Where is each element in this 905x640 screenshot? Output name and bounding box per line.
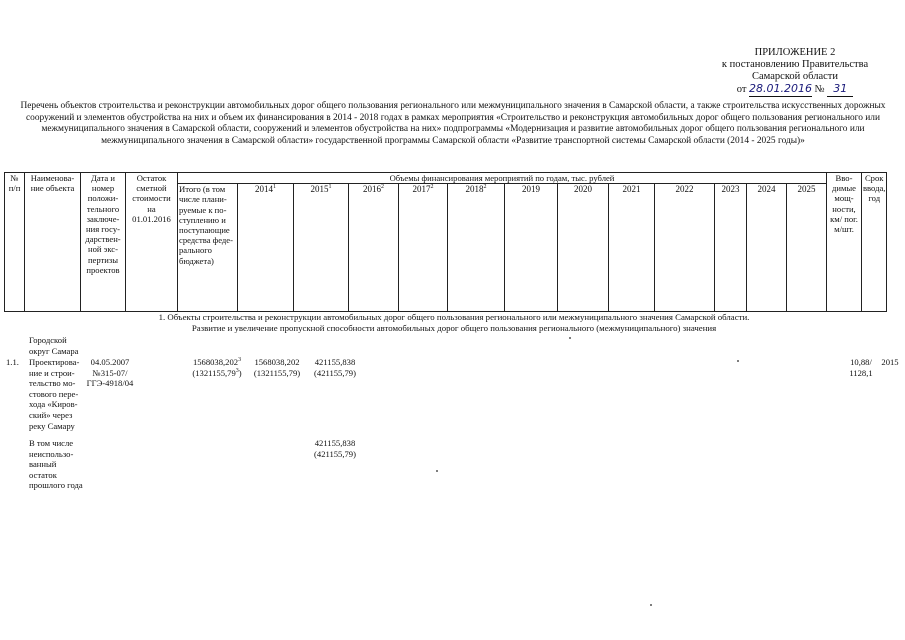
col-header-year-2017: 2017$^2$ — [399, 184, 448, 312]
sub-entry-2015 — [304, 438, 366, 459]
entry-total-federal: (1321155,79 — [192, 367, 236, 378]
appendix-title: ПРИЛОЖЕНИЕ 2 — [754, 47, 836, 58]
section-heading — [4, 312, 904, 334]
col-header-year-2020: 2020 — [558, 184, 609, 312]
scan-speck — [650, 604, 652, 606]
col-header-year-2015: 2015$^1$ — [294, 184, 349, 312]
entry-2015-federal: (421155,79) — [314, 367, 356, 378]
col-header-year-2024: 2024 — [747, 184, 787, 312]
col-header-year-2022: 2022 — [655, 184, 715, 312]
entry-term: 2015 — [881, 357, 899, 367]
col-header-year-2018: 2018$^2$ — [448, 184, 505, 312]
entry-total-federal-footnote: 3 — [235, 367, 239, 374]
col-header-year-2016: 2016$^2$ — [349, 184, 399, 312]
entry-expertise-number: №315-07/ГГЭ-4918/04 — [86, 367, 134, 389]
col-header-name: Наименова-ние объекта — [25, 173, 81, 312]
entry-num: 1.1. — [6, 357, 19, 367]
col-header-capacity: Вво-димые мощ-ности, км/ пог. м/шт. — [827, 173, 862, 312]
col-group-header-financing: Объемы финансирования мероприятий по годам, тыс. рублей — [178, 173, 827, 184]
col-header-balance: Остаток сметной стоимости на 01.01.2016 — [126, 173, 178, 312]
col-header-year-2025: 2025 — [787, 184, 827, 312]
scan-speck — [436, 470, 438, 472]
appendix-region-line: Самарской области — [752, 71, 838, 82]
handwritten-number: 31 — [833, 82, 848, 95]
appendix-header — [700, 47, 890, 97]
entry-city: Городской округ Самара — [29, 335, 79, 356]
col-header-year-2014: 2014$^1$ — [238, 184, 294, 312]
section-heading-line1: 1. Объекты строительства и реконструкции автомобильных дорог общего пользования регионального или межмуниципального значения Самарской области. — [158, 312, 750, 322]
entry-2015-value: 421155,838 — [314, 357, 356, 367]
sub-entry-2015-value: 421155,838 — [314, 438, 356, 448]
handwritten-date: 28.01.2016 — [749, 82, 813, 95]
scan-speck — [569, 337, 571, 339]
entry-name: Проектирова-ние и строи-тельство мо-стового пере-хода «Киров-ский» через реку Самару — [29, 357, 80, 431]
entry-2015 — [304, 357, 366, 378]
appendix-resolution-line: к постановлению Правительства — [721, 59, 869, 70]
col-header-year-2023: 2023 — [715, 184, 747, 312]
col-header-total: Итого (в том числе плани-руемые к по-ступлению и поступающие средства феде-рального бюджета) — [178, 184, 238, 312]
entry-capacity: 10,88/ 1128,1 — [849, 357, 873, 378]
entry-total-value: 1568038,202 — [192, 357, 239, 367]
col-header-year-2021: 2021 — [609, 184, 655, 312]
entry-expertise-date: 04.05.2007 — [90, 357, 130, 367]
from-label: от — [736, 84, 747, 95]
appendix-date-number-line — [700, 83, 890, 97]
entry-2014-value: 1568038,202 — [254, 357, 300, 367]
scan-speck — [737, 360, 739, 362]
entry-total: 1568038,202$^3$ (1321155,79$^3$) — [192, 357, 242, 378]
financing-table-header — [4, 172, 887, 312]
col-header-year-2019: 2019 — [505, 184, 558, 312]
document-title: Перечень объектов строительства и реконструкции автомобильных дорог общего пользования регионального или межмуниципального значения в Самарской области, а также строительства искусственных дорожных сооружений и элементов обустройства на них и объем их финансирования в 2014 - 2018 годах в рамках мероприятия «Строительство и реконструкция автомобильных дорог общего пользования регионального или межмуниципального значения в Самарской области, сооружений и элементов обустройства на них» подпрограммы «Модернизация и развитие автомобильных дорог общего пользования регионального или межмуниципального значения в Самарской области» государственной программы Самарской области «Развитие транспортной системы Самарской области (2014 - 2025 годы)» — [20, 101, 886, 146]
sub-entry-2015-federal: (421155,79) — [314, 448, 356, 459]
sub-entry-label: В том числе неиспользо-ванный остаток прошлого года — [29, 438, 83, 491]
col-header-term: Срок ввода, год — [862, 173, 887, 312]
entry-date — [86, 357, 134, 389]
section-heading-line2: Развитие и увеличение пропускной способности автомобильных дорог общего пользования регионального (межмуниципального) значения — [191, 323, 717, 333]
col-header-num: № п/п — [5, 173, 25, 312]
entry-2014 — [245, 357, 309, 378]
entry-2014-federal: (1321155,79) — [253, 367, 301, 378]
number-label: № — [814, 84, 825, 95]
entry-total-footnote: 3 — [238, 357, 242, 364]
col-header-expertise-date: Дата и номер положи-тельного заключе-ния госу-дарствен-ной экс-пертизы проектов — [81, 173, 126, 312]
